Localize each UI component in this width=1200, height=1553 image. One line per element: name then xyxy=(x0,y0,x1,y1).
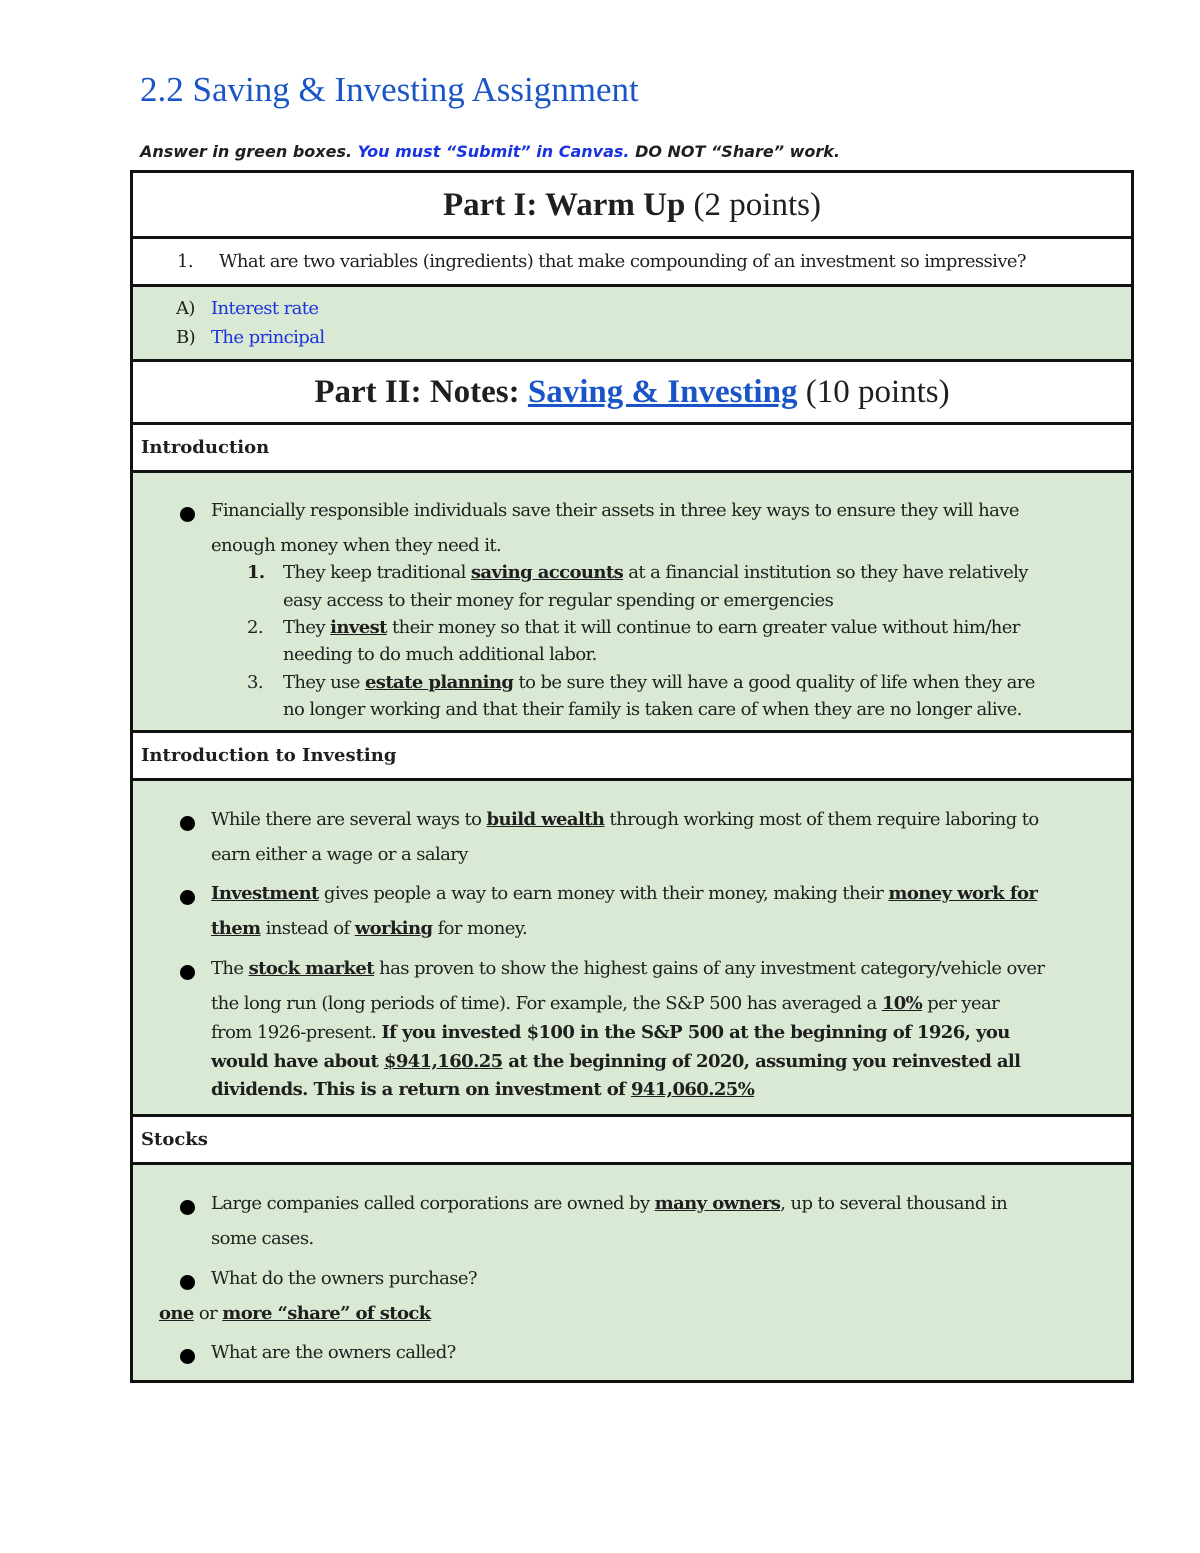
intro-item3-line2: no longer working and that their family is taken care of when they are no longer alive. xyxy=(283,699,1022,720)
part1-heading xyxy=(133,173,1131,239)
bullet-icon xyxy=(180,816,195,831)
stocks-answer-line[interactable]: one or more “share” of stock xyxy=(159,1303,431,1324)
introduction-notes[interactable] xyxy=(133,473,1131,733)
answer-a-label: A) xyxy=(176,298,195,319)
key-term: build wealth xyxy=(486,809,605,830)
bullet-icon xyxy=(180,965,195,980)
page-title: 2.2 Saving & Investing Assignment xyxy=(140,70,639,109)
bullet-icon xyxy=(180,507,195,522)
bullet-icon xyxy=(180,1200,195,1215)
key-term: more “share” of stock xyxy=(222,1303,431,1324)
invest-bullet3-line5: dividends. This is a return on investment of 941,060.25% xyxy=(211,1079,755,1100)
instructions-share: DO NOT “Share” work. xyxy=(635,142,841,161)
key-term: invest xyxy=(330,617,387,638)
stocks-bullet2: What do the owners purchase? xyxy=(211,1268,477,1289)
invest-bullet3-line4: would have about $941,160.25 at the beginning of 2020, assuming you reinvested all xyxy=(211,1051,1021,1072)
key-term: money work for xyxy=(888,883,1038,904)
key-term: them xyxy=(211,918,261,939)
part2-heading-title: Part II: Notes: xyxy=(314,374,520,410)
stocks-bullet3: What are the owners called? xyxy=(211,1342,456,1363)
section-introduction-title: Introduction xyxy=(141,437,270,458)
bullet-icon xyxy=(180,890,195,905)
stocks-bullet1-line2: some cases. xyxy=(211,1228,314,1249)
intro-investing-notes[interactable] xyxy=(133,781,1131,1117)
instructions xyxy=(140,142,840,161)
intro-item2-line1: They invest their money so that it will continue to earn greater value without him/her xyxy=(283,617,1020,638)
key-term: one xyxy=(159,1303,194,1324)
part2-heading-link[interactable]: Saving & Investing xyxy=(527,374,798,410)
section-intro-investing-title: Introduction to Investing xyxy=(141,745,397,766)
bullet-icon xyxy=(180,1349,195,1364)
section-introduction-header xyxy=(133,425,1131,473)
part1-heading-title: Part I: Warm Up xyxy=(443,187,686,223)
stocks-notes[interactable] xyxy=(133,1165,1131,1380)
part2-heading-points: (10 points) xyxy=(805,374,950,410)
invest-bullet1-line2: earn either a wage or a salary xyxy=(211,844,468,865)
part1-heading-points: (2 points) xyxy=(693,187,821,223)
key-term: 10% xyxy=(881,993,923,1014)
intro-item1-line1: They keep traditional saving accounts at a financial institution so they have relatively xyxy=(283,562,1028,583)
bullet-icon xyxy=(180,1275,195,1290)
answer-b-text[interactable]: The principal xyxy=(211,327,325,348)
key-term: stock market xyxy=(248,958,374,979)
intro-bullet1-line1: Financially responsible individuals save their assets in three key ways to ensure they will have xyxy=(211,500,1019,521)
answer-b-label: B) xyxy=(176,327,196,348)
intro-item2-line2: needing to do much additional labor. xyxy=(283,644,597,665)
intro-item1-line2: easy access to their money for regular spending or emergencies xyxy=(283,590,834,611)
invest-bullet2-line1: Investment gives people a way to earn money with their money, making their money work for xyxy=(211,883,1038,904)
section-intro-investing-header xyxy=(133,733,1131,781)
stocks-bullet1-line1: Large companies called corporations are owned by many owners, up to several thousand in xyxy=(211,1193,1008,1214)
invest-bullet3-line3: from 1926-present. If you invested $100 in the S&P 500 at the beginning of 1926, you xyxy=(211,1022,1010,1043)
key-term: many owners xyxy=(654,1193,781,1214)
part1-question-row xyxy=(133,239,1131,287)
instructions-submit: You must “Submit” in Canvas. xyxy=(357,142,630,161)
intro-bullet1-line2: enough money when they need it. xyxy=(211,535,502,556)
question-text: What are two variables (ingredients) that make compounding of an investment so impressive? xyxy=(219,251,1026,272)
key-term: working xyxy=(354,918,433,939)
invest-bullet2-line2: them instead of working for money. xyxy=(211,918,528,939)
intro-item3-line1: They use estate planning to be sure they will have a good quality of life when they are xyxy=(283,672,1035,693)
key-term: 941,060.25% xyxy=(631,1079,755,1100)
key-term: Investment xyxy=(211,883,319,904)
key-term: saving accounts xyxy=(470,562,624,583)
intro-item1-number: 1. xyxy=(247,562,265,583)
intro-item3-number: 3. xyxy=(247,672,263,693)
answer-a-text[interactable]: Interest rate xyxy=(211,298,319,319)
invest-bullet3-line1: The stock market has proven to show the highest gains of any investment category/vehicle over xyxy=(211,958,1045,979)
instructions-answer: Answer in green boxes. xyxy=(140,142,353,161)
key-term: estate planning xyxy=(364,672,514,693)
section-stocks-title: Stocks xyxy=(141,1129,208,1150)
question-number: 1. xyxy=(177,251,193,272)
part1-answer-box[interactable] xyxy=(133,287,1131,362)
invest-bullet1-line1: While there are several ways to build wealth through working most of them require laboring to xyxy=(211,809,1039,830)
assignment-table xyxy=(130,170,1134,1383)
section-stocks-header xyxy=(133,1117,1131,1165)
intro-item2-number: 2. xyxy=(247,617,263,638)
key-term: $941,160.25 xyxy=(383,1051,503,1072)
invest-bullet3-line2: the long run (long periods of time). For example, the S&P 500 has averaged a 10% per year xyxy=(211,993,1000,1014)
part2-heading xyxy=(133,362,1131,425)
